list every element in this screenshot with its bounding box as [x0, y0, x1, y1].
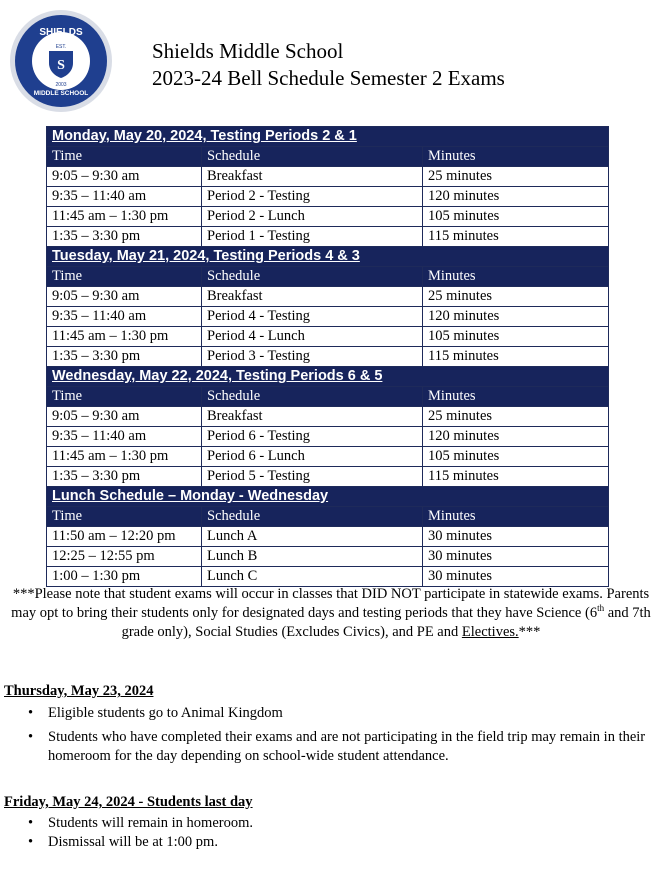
column-header-minutes: Minutes — [423, 267, 609, 287]
table-row — [47, 227, 609, 247]
day-header-row — [47, 367, 609, 387]
minutes-cell: 120 minutes — [423, 307, 609, 327]
minutes-cell: 105 minutes — [423, 447, 609, 467]
note-text-1: ***Please note that student exams will occur in classes that DID NOT participate in statewide exams. Parents may opt to bring their students only for designated days and testing periods that they have Science (6 — [11, 586, 650, 621]
day-title: Monday, May 20, 2024, Testing Periods 2 & 1 — [47, 127, 609, 147]
exam-note — [4, 585, 658, 642]
minutes-cell: 105 minutes — [423, 207, 609, 227]
minutes-cell: 30 minutes — [423, 527, 609, 547]
day-title: Lunch Schedule – Monday - Wednesday — [47, 487, 609, 507]
note-electives: Electives. — [461, 624, 519, 640]
schedule-cell: Period 4 - Testing — [202, 307, 423, 327]
school-name: Shields Middle School — [152, 39, 344, 63]
schedule-cell: Period 5 - Testing — [202, 467, 423, 487]
schedule-cell: Breakfast — [202, 167, 423, 187]
day-title: Wednesday, May 22, 2024, Testing Periods 6 & 5 — [47, 367, 609, 387]
schedule-cell: Period 6 - Testing — [202, 427, 423, 447]
minutes-cell: 25 minutes — [423, 167, 609, 187]
time-cell: 9:35 – 11:40 am — [47, 427, 202, 447]
minutes-cell: 30 minutes — [423, 567, 609, 587]
logo-year: 2003 — [55, 82, 67, 88]
day-title: Tuesday, May 21, 2024, Testing Periods 4 & 3 — [47, 247, 609, 267]
column-header-row — [47, 507, 609, 527]
exam-schedule-table — [46, 126, 609, 587]
table-row — [47, 407, 609, 427]
column-header-minutes: Minutes — [423, 147, 609, 167]
table-row — [47, 347, 609, 367]
minutes-cell: 25 minutes — [423, 407, 609, 427]
list-item: • Dismissal will be at 1:00 pm. — [26, 833, 646, 852]
table-row — [47, 207, 609, 227]
day-header-row — [47, 487, 609, 507]
minutes-cell: 30 minutes — [423, 547, 609, 567]
note-text-2: and 7th grade only), Social Studies (Excludes Civics), and PE and — [121, 605, 651, 640]
day-header-row — [47, 247, 609, 267]
column-header-time: Time — [47, 267, 202, 287]
table-row — [47, 447, 609, 467]
schedule-cell: Period 6 - Lunch — [202, 447, 423, 467]
table-row — [47, 307, 609, 327]
time-cell: 1:35 – 3:30 pm — [47, 227, 202, 247]
time-cell: 9:35 – 11:40 am — [47, 307, 202, 327]
column-header-schedule: Schedule — [202, 507, 423, 527]
logo-top-text: SHIELDS — [39, 27, 83, 38]
schedule-cell: Breakfast — [202, 287, 423, 307]
table-row — [47, 167, 609, 187]
logo-letter: S — [57, 58, 65, 73]
logo-bottom-text: MIDDLE SCHOOL — [33, 90, 89, 97]
time-cell: 11:45 am – 1:30 pm — [47, 207, 202, 227]
thursday-heading: Thursday, May 23, 2024 — [4, 683, 154, 699]
column-header-time: Time — [47, 147, 202, 167]
minutes-cell: 115 minutes — [423, 347, 609, 367]
schedule-cell: Lunch C — [202, 567, 423, 587]
friday-list — [26, 814, 646, 852]
time-cell: 9:05 – 9:30 am — [47, 167, 202, 187]
list-item: • Students will remain in homeroom. — [26, 814, 646, 833]
page-title — [152, 38, 505, 92]
friday-heading: Friday, May 24, 2024 - Students last day — [4, 794, 253, 810]
table-row — [47, 547, 609, 567]
minutes-cell: 115 minutes — [423, 227, 609, 247]
school-logo — [8, 8, 114, 114]
table-row — [47, 187, 609, 207]
minutes-cell: 25 minutes — [423, 287, 609, 307]
column-header-time: Time — [47, 507, 202, 527]
column-header-schedule: Schedule — [202, 147, 423, 167]
time-cell: 11:45 am – 1:30 pm — [47, 447, 202, 467]
column-header-time: Time — [47, 387, 202, 407]
table-row — [47, 427, 609, 447]
logo-est: EST. — [55, 44, 67, 50]
column-header-minutes: Minutes — [423, 507, 609, 527]
schedule-cell: Period 4 - Lunch — [202, 327, 423, 347]
time-cell: 9:35 – 11:40 am — [47, 187, 202, 207]
minutes-cell: 120 minutes — [423, 427, 609, 447]
minutes-cell: 120 minutes — [423, 187, 609, 207]
schedule-cell: Period 1 - Testing — [202, 227, 423, 247]
schedule-cell: Period 3 - Testing — [202, 347, 423, 367]
time-cell: 9:05 – 9:30 am — [47, 407, 202, 427]
time-cell: 1:00 – 1:30 pm — [47, 567, 202, 587]
note-end: *** — [518, 624, 541, 640]
day-header-row — [47, 127, 609, 147]
table-row — [47, 287, 609, 307]
table-row — [47, 467, 609, 487]
note-sup: th — [597, 603, 605, 614]
time-cell: 11:45 am – 1:30 pm — [47, 327, 202, 347]
minutes-cell: 105 minutes — [423, 327, 609, 347]
schedule-cell: Period 2 - Testing — [202, 187, 423, 207]
schedule-cell: Breakfast — [202, 407, 423, 427]
time-cell: 1:35 – 3:30 pm — [47, 347, 202, 367]
schedule-cell: Period 2 - Lunch — [202, 207, 423, 227]
table-row — [47, 327, 609, 347]
list-item: • Students who have completed their exams and are not participating in the field trip may remain in their homeroom for the day depending on school-wide student attendance. — [26, 728, 646, 766]
time-cell: 12:25 – 12:55 pm — [47, 547, 202, 567]
list-item: • Eligible students go to Animal Kingdom — [26, 704, 646, 723]
column-header-row — [47, 387, 609, 407]
time-cell: 11:50 am – 12:20 pm — [47, 527, 202, 547]
column-header-minutes: Minutes — [423, 387, 609, 407]
time-cell: 1:35 – 3:30 pm — [47, 467, 202, 487]
table-row — [47, 567, 609, 587]
column-header-schedule: Schedule — [202, 387, 423, 407]
column-header-schedule: Schedule — [202, 267, 423, 287]
time-cell: 9:05 – 9:30 am — [47, 287, 202, 307]
schedule-cell: Lunch B — [202, 547, 423, 567]
column-header-row — [47, 267, 609, 287]
schedule-subtitle: 2023-24 Bell Schedule Semester 2 Exams — [152, 66, 505, 90]
minutes-cell: 115 minutes — [423, 467, 609, 487]
schedule-cell: Lunch A — [202, 527, 423, 547]
table-row — [47, 527, 609, 547]
thursday-list — [26, 704, 646, 766]
column-header-row — [47, 147, 609, 167]
